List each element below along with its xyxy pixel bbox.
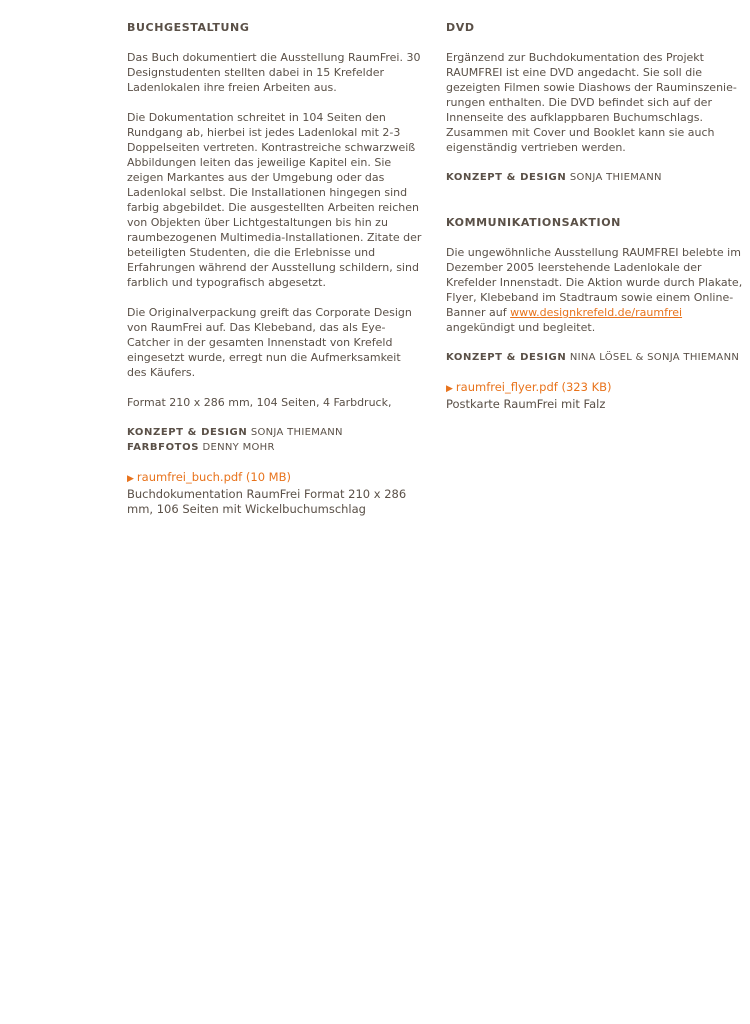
credit-campaign bbox=[446, 350, 746, 365]
credit-concept-design bbox=[127, 425, 423, 440]
paragraph-packaging: Die Originalverpackung greift das Corporate Design von RaumFrei auf. Das Klebeband, das als Eye-Catcher in der gesamten Innenstadt von Krefeld eingesetzt wurde, erregt nun die Aufmerksamkeit des Käufers. bbox=[127, 306, 412, 379]
credit-role: FARBFOTOS bbox=[127, 442, 200, 453]
credit-name: SONJA THIEMANN bbox=[569, 172, 662, 183]
download-link-buch-pdf[interactable] bbox=[127, 470, 423, 487]
credit-name: DENNY MOHR bbox=[202, 442, 275, 453]
play-arrow-icon: ▶ bbox=[446, 384, 453, 394]
campaign-text-before-link: Die ungewöhnliche Ausstellung RAUMFREI belebte im Dezember 2005 leerstehende Ladenlokale der Krefelder Innenstadt. Die Aktion wurde durch Plakate, Flyer, Klebeband im Stadtraum sowie einem Online-Banner auf bbox=[446, 246, 743, 319]
website-link[interactable]: www.designkrefeld.de/raumfrei bbox=[510, 306, 683, 319]
right-column bbox=[446, 20, 746, 412]
credit-role: KONZEPT & DESIGN bbox=[446, 352, 567, 363]
credit-name: SONJA THIEMANN bbox=[250, 427, 343, 438]
credit-role: KONZEPT & DESIGN bbox=[446, 172, 567, 183]
section-heading-kommunikationsaktion: KOMMUNIKATIONSAKTION bbox=[446, 216, 621, 229]
paragraph-format: Format 210 x 286 mm, 104 Seiten, 4 Farbdruck, bbox=[127, 396, 392, 409]
paragraph-documentation: Die Dokumentation schreitet in 104 Seiten den Rundgang ab, hierbei ist jedes Ladenlokal mit 2-3 Doppelseiten vertreten. Kontrastreiche schwarzweiß Abbildungen leiten das jeweilige Kapitel ein. Sie zeigen Markantes aus der Umgebung oder das Ladenlokal selbst. Die Installationen hingegen sind farbig abgebildet. Die ausgestellten Arbeiten reichen von Objekten über Lichtgestaltungen bis hin zu raumbezogenen Multimedia-Installationen. Zitate der beteiligten Studenten, die die Erlebnisse und Erfahrungen während der Ausstellung schildern, sind farblich und typografisch abgesetzt. bbox=[127, 111, 422, 289]
paragraph-campaign bbox=[446, 245, 746, 335]
download-description: Postkarte RaumFrei mit Falz bbox=[446, 397, 606, 411]
download-description: Buchdokumentation RaumFrei Format 210 x 286 mm, 106 Seiten mit Wickelbuchumschlag bbox=[127, 487, 407, 516]
section-heading-buchgestaltung: BUCHGESTALTUNG bbox=[127, 21, 250, 34]
campaign-text-after-link: angekündigt und begleitet. bbox=[446, 321, 596, 334]
paragraph-intro: Das Buch dokumentiert die Ausstellung RaumFrei. 30 Designstudenten stellten dabei in 15 Krefelder Ladenlokalen ihre freien Arbeiten aus. bbox=[127, 51, 421, 94]
credit-name: NINA LÖSEL & SONJA THIEMANN bbox=[569, 352, 740, 363]
download-link-flyer-pdf[interactable] bbox=[446, 380, 746, 397]
section-heading-dvd: DVD bbox=[446, 21, 475, 34]
paragraph-dvd: Ergänzend zur Buchdokumentation des Projekt RAUMFREI ist eine DVD angedacht. Sie soll die gezeigten Filmen sowie Diashows der Rauminszenie-rungen enthalten. Die DVD befindet sich auf der Innenseite des aufklappbaren Buchumschlags. Zusammen mit Cover und Booklet kann sie auch eigenständig vertrieben werden. bbox=[446, 51, 737, 154]
credit-dvd bbox=[446, 170, 746, 185]
download-label: raumfrei_buch.pdf (10 MB) bbox=[136, 470, 291, 484]
left-column bbox=[127, 20, 423, 517]
download-label: raumfrei_flyer.pdf (323 KB) bbox=[455, 380, 612, 394]
credit-photos bbox=[127, 440, 423, 455]
play-arrow-icon: ▶ bbox=[127, 474, 134, 484]
credit-role: KONZEPT & DESIGN bbox=[127, 427, 248, 438]
